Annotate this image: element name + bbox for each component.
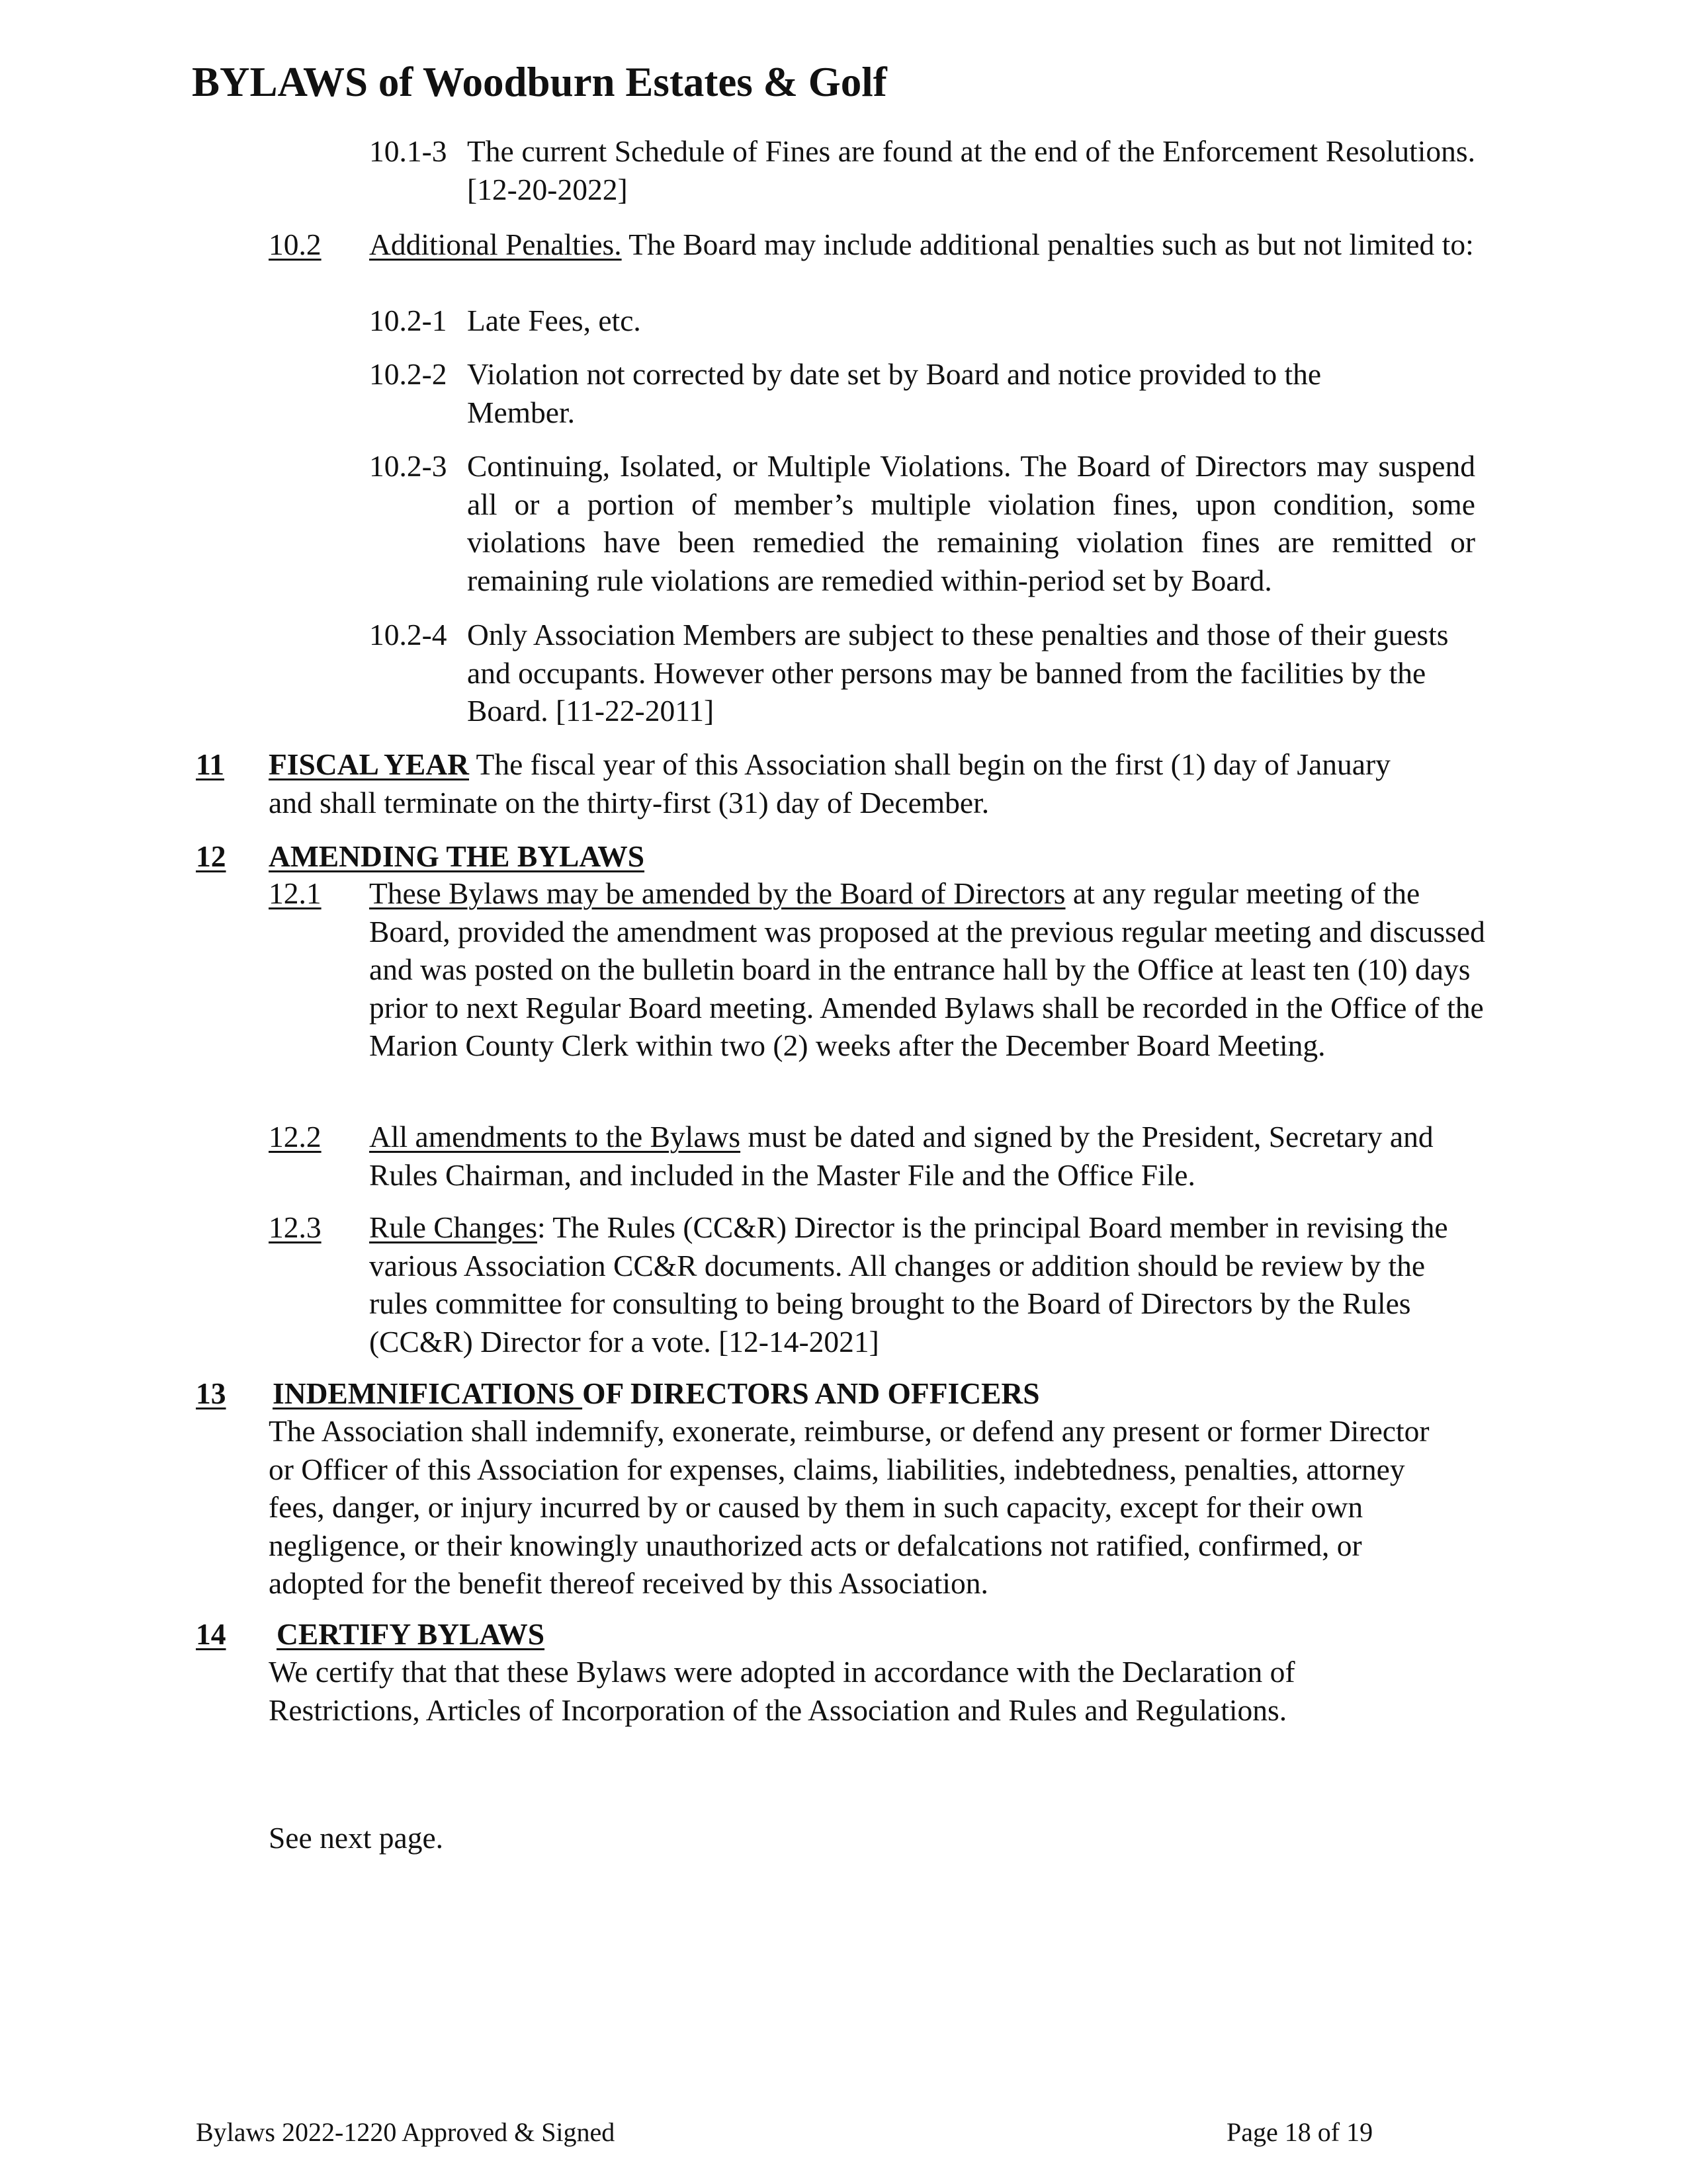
item-text: Late Fees, etc. xyxy=(467,304,641,337)
item-number: 10.2-4 xyxy=(369,618,447,651)
page-title: BYLAWS of Woodburn Estates & Golf xyxy=(192,59,887,105)
item-text: Continuing, Isolated, or Multiple Violations. The Board of Directors may suspend all or a portion of member’s multiple violation fines, upon condition, some violations have been remedied the remaining violation fines are remitted or remaining rule violations are remedied within-period set by Board. xyxy=(467,449,1475,597)
section-heading: CERTIFY BYLAWS xyxy=(277,1617,545,1651)
item-body: at any regular meeting of the Board, provided the amendment was proposed at the previous regular meeting and discussed and was posted on the bulletin board in the entrance hall by the Office at least ten (10) days prior to next Regular Board meeting. Amended Bylaws shall be recorded in the Office of the Marion County Clerk within two (2) weeks after the December Board Meeting. xyxy=(369,876,1485,1062)
section-number: 14 xyxy=(196,1617,226,1651)
section-heading: FISCAL YEAR xyxy=(269,747,469,781)
item-text xyxy=(369,226,1475,264)
section-body: The fiscal year of this Association shall begin on the first (1) day of January and shall terminate on the thirty-first (31) day of December. xyxy=(269,747,1391,819)
section-number: 12 xyxy=(196,839,226,873)
item-text xyxy=(369,1208,1487,1361)
item-number: 12.3 xyxy=(269,1210,322,1244)
item-text xyxy=(369,874,1487,1065)
item-number: 10.2-3 xyxy=(369,449,447,483)
section-text xyxy=(269,745,1433,821)
item-number: 12.2 xyxy=(269,1120,322,1154)
item-heading: Additional Penalties. xyxy=(369,228,622,261)
section-number: 11 xyxy=(196,747,224,781)
item-number: 10.2-2 xyxy=(369,357,447,391)
section-heading: AMENDING THE BYLAWS xyxy=(269,839,645,873)
item-lead: All amendments to the Bylaws xyxy=(369,1120,741,1154)
item-body: : The Rules (CC&R) Director is the principal Board member in revising the various Association CC&R documents. All changes or addition should be review by the rules committee for consulting to being brought to the Board of Directors by the Rules (CC&R) Director for a vote. [12-14-2021] xyxy=(369,1210,1448,1359)
section-body: The Association shall indemnify, exonerate, reimburse, or defend any present or former Director or Officer of this Association for expenses, claims, liabilities, indebtedness, penalties, attorney fees, danger, or injury incurred by or caused by them in such capacity, except for their own negligence, or their knowingly unauthorized acts or defalcations not ratified, confirmed, or adopted for the benefit thereof received by this Association. xyxy=(269,1414,1430,1600)
footer-page-number: Page 18 of 19 xyxy=(1227,2117,1373,2147)
footer-left: Bylaws 2022-1220 Approved & Signed xyxy=(196,2117,615,2147)
section-heading xyxy=(273,1374,1040,1413)
item-number: 10.2 xyxy=(269,228,322,261)
item-text xyxy=(369,1118,1487,1194)
item-number: 10.1-3 xyxy=(369,134,447,168)
item-number: 10.2-1 xyxy=(369,304,447,337)
section-number: 13 xyxy=(196,1376,226,1410)
item-number: 12.1 xyxy=(269,876,322,910)
section-body: We certify that that these Bylaws were adopted in accordance with the Declaration of Restrictions, Articles of Incorporation of the Association and Rules and Regulations. xyxy=(269,1655,1295,1727)
section-heading-rest: OF DIRECTORS AND OFFICERS xyxy=(582,1376,1040,1410)
item-text: Violation not corrected by date set by Board and notice provided to the Member. xyxy=(467,357,1322,429)
item-text: Only Association Members are subject to these penalties and those of their guests and occupants. However other persons may be banned from the facilities by the Board. [11-22-2011] xyxy=(467,618,1449,728)
see-next-page-note: See next page. xyxy=(269,1821,444,1855)
item-text: The current Schedule of Fines are found at the end of the Enforcement Resolutions. [12-20-2022] xyxy=(467,134,1475,206)
item-body: The Board may include additional penalties such as but not limited to: xyxy=(621,228,1474,261)
item-lead: These Bylaws may be amended by the Board of Directors xyxy=(369,876,1066,910)
section-heading-underlined: INDEMNIFICATIONS xyxy=(273,1376,583,1410)
item-body: must be dated and signed by the President, Secretary and Rules Chairman, and included in the Master File and the Office File. xyxy=(369,1120,1434,1192)
item-lead: Rule Changes xyxy=(369,1210,538,1244)
